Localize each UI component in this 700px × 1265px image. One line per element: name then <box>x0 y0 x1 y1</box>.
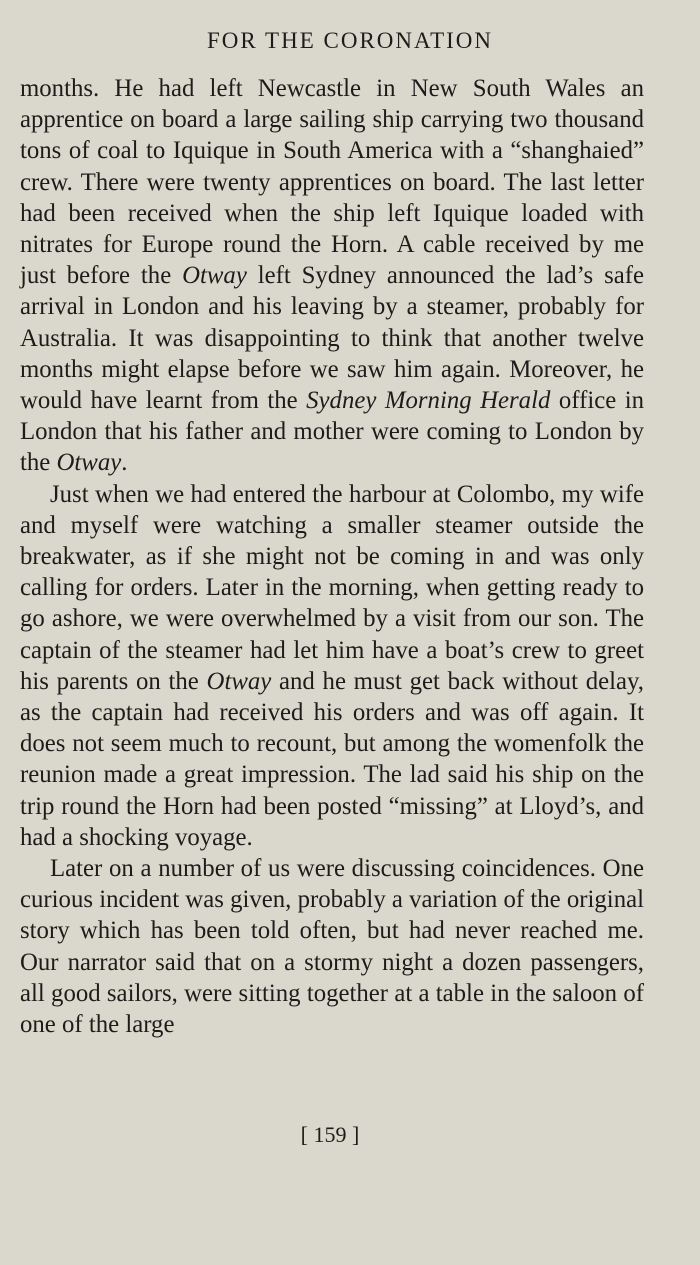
ship-name-otway: Otway <box>206 667 272 695</box>
page-number: [ 159 ] <box>300 1122 360 1147</box>
paragraph-2-text-a: Just when we had entered the harbour at Colombo, my wife and myself were watching a smaller steamer outside the breakwater, as if she might not be coming in and was only calling for orders. Later in the morning, when getting ready to go ashore, we were overwhelmed by a visit from our son. The captain of the steamer had let him have a boat’s crew to greet his parents on the <box>20 480 644 695</box>
paragraph-3: Later on a number of us were discussing coincidences. One curious incident was given, probably a variation of the original story which has been told often, but had never reached me. Our narrator said that on a stormy night a dozen passengers, all good sailors, were sitting together at a table in the saloon of one of the large <box>20 855 644 1039</box>
page-body <box>20 73 644 1040</box>
ship-name-otway: Otway <box>182 262 247 290</box>
running-head: FOR THE CORONATION <box>206 28 494 53</box>
paragraph-2-text-b: and he must get back without delay, as the captain had received his orders and was off again. It does not seem much to recount, but among the womenfolk the reunion made a great impression. The lad said his ship on the trip round the Horn had been posted “missing” at Lloyd’s, and had a shocking voyage. <box>20 667 644 851</box>
paragraph-1-text-d: . <box>121 449 128 477</box>
ship-name-otway: Otway <box>56 449 122 477</box>
paragraph-1-text-b: left Sydney announced the lad’s safe arrival in London and his leaving by a steamer, probably for Australia. It was disappointing to think that another twelve months might elapse before we saw him again. Moreover, he would have learnt from the <box>20 262 645 415</box>
paragraph-1-text-c: office in London that his father and mother were coming to London by the <box>20 387 644 477</box>
paragraph-2 <box>20 479 644 853</box>
newspaper-name: Sydney Morning Herald <box>306 387 551 415</box>
paragraph-1 <box>20 73 644 479</box>
paragraph-1-text-a: months. He had left Newcastle in New South Wales an apprentice on board a large sailing ship carrying two thousand tons of coal to Iquique in South America with a “shanghaied” crew. There were twenty apprentices on board. The last letter had been received when the ship left Iquique loaded with nitrates for Europe round the Horn. A cable received by me just before the <box>20 75 644 290</box>
